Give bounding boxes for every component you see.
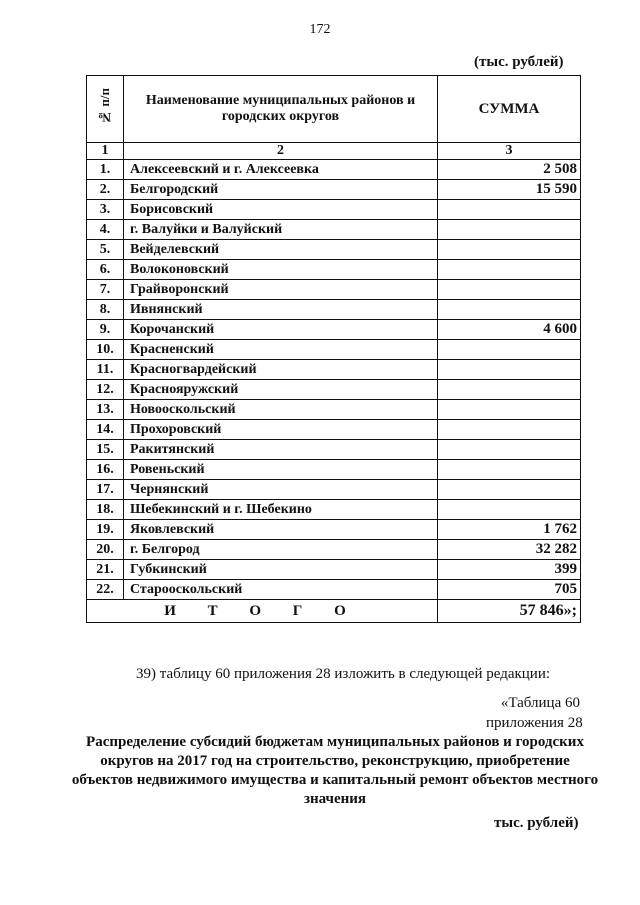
units-label-top: (тыс. рублей) — [474, 54, 564, 70]
header-sum: СУММА — [438, 76, 581, 143]
table-row — [87, 300, 581, 320]
row-number: 16. — [87, 460, 124, 480]
table-row — [87, 520, 581, 540]
row-value — [438, 260, 581, 280]
row-value — [438, 480, 581, 500]
row-name: Губкинский — [124, 560, 438, 580]
header-num — [87, 76, 124, 143]
total-label: И Т О Г О — [87, 600, 438, 623]
row-name: Ракитянский — [124, 440, 438, 460]
row-number: 2. — [87, 180, 124, 200]
col-index-3: 3 — [438, 143, 581, 160]
document-title: Распределение субсидий бюджетам муниципальных районов и городских округов на 2017 год на строительство, реконструкцию, приобретение объектов недвижимого имущества и капитальный ремонт объектов местного значения — [71, 734, 599, 807]
row-number: 7. — [87, 280, 124, 300]
table-row — [87, 240, 581, 260]
row-number: 22. — [87, 580, 124, 600]
row-value — [438, 240, 581, 260]
row-value — [438, 340, 581, 360]
row-number: 21. — [87, 560, 124, 580]
row-number: 13. — [87, 400, 124, 420]
row-number: 10. — [87, 340, 124, 360]
row-value: 399 — [438, 560, 581, 580]
row-value — [438, 460, 581, 480]
row-number: 11. — [87, 360, 124, 380]
header-num-label: № п/п — [97, 88, 112, 125]
table-row — [87, 480, 581, 500]
table-row — [87, 360, 581, 380]
table-row — [87, 280, 581, 300]
row-value — [438, 360, 581, 380]
row-number: 9. — [87, 320, 124, 340]
row-value — [438, 500, 581, 520]
table-row — [87, 580, 581, 600]
row-name: Волоконовский — [124, 260, 438, 280]
row-value: 1 762 — [438, 520, 581, 540]
row-value — [438, 380, 581, 400]
row-value — [438, 420, 581, 440]
row-value: 2 508 — [438, 160, 581, 180]
row-name: Грайворонский — [124, 280, 438, 300]
row-number: 20. — [87, 540, 124, 560]
table-row — [87, 460, 581, 480]
row-number: 17. — [87, 480, 124, 500]
row-number: 15. — [87, 440, 124, 460]
row-number: 18. — [87, 500, 124, 520]
table-row — [87, 260, 581, 280]
row-number: 14. — [87, 420, 124, 440]
row-number: 5. — [87, 240, 124, 260]
table-reference-line1: «Таблица 60 — [500, 695, 580, 711]
row-name: Белгородский — [124, 180, 438, 200]
subsidy-table — [86, 75, 581, 623]
row-name: Старооскольский — [124, 580, 438, 600]
row-value: 15 590 — [438, 180, 581, 200]
row-value — [438, 200, 581, 220]
table-row — [87, 340, 581, 360]
column-index-row — [87, 143, 581, 160]
table-row — [87, 180, 581, 200]
row-value — [438, 300, 581, 320]
table-row — [87, 540, 581, 560]
row-name: Ивнянский — [124, 300, 438, 320]
row-name: Вейделевский — [124, 240, 438, 260]
header-name: Наименование муниципальных районов и городских округов — [124, 76, 438, 143]
table-reference-line2: приложения 28 — [486, 715, 583, 731]
instruction-text: 39) таблицу 60 приложения 28 изложить в следующей редакции: — [136, 666, 551, 682]
row-name: Новооскольский — [124, 400, 438, 420]
col-index-1: 1 — [87, 143, 124, 160]
table-row — [87, 420, 581, 440]
table-header-row — [87, 76, 581, 143]
table-body — [87, 160, 581, 600]
row-value — [438, 280, 581, 300]
row-value — [438, 440, 581, 460]
table-row — [87, 400, 581, 420]
row-name: Красненский — [124, 340, 438, 360]
row-name: Алексеевский и г. Алексеевка — [124, 160, 438, 180]
row-value: 705 — [438, 580, 581, 600]
table-row — [87, 160, 581, 180]
total-row — [87, 600, 581, 623]
units-label-bottom: тыс. рублей) — [494, 815, 579, 831]
row-number: 4. — [87, 220, 124, 240]
table-row — [87, 220, 581, 240]
row-value: 32 282 — [438, 540, 581, 560]
row-name: Краснояружский — [124, 380, 438, 400]
row-name: Борисовский — [124, 200, 438, 220]
row-value — [438, 220, 581, 240]
row-number: 8. — [87, 300, 124, 320]
row-number: 12. — [87, 380, 124, 400]
row-value: 4 600 — [438, 320, 581, 340]
row-number: 6. — [87, 260, 124, 280]
row-name: Красногвардейский — [124, 360, 438, 380]
row-name: Ровеньский — [124, 460, 438, 480]
row-name: Корочанский — [124, 320, 438, 340]
row-name: г. Белгород — [124, 540, 438, 560]
table-row — [87, 560, 581, 580]
table-row — [87, 320, 581, 340]
row-number: 1. — [87, 160, 124, 180]
total-value: 57 846»; — [438, 600, 581, 623]
col-index-2: 2 — [124, 143, 438, 160]
table-reference — [486, 693, 583, 733]
table-row — [87, 380, 581, 400]
table-row — [87, 440, 581, 460]
row-name: Прохоровский — [124, 420, 438, 440]
row-number: 19. — [87, 520, 124, 540]
row-name: г. Валуйки и Валуйский — [124, 220, 438, 240]
row-name: Чернянский — [124, 480, 438, 500]
page-number: 172 — [309, 22, 331, 37]
table-row — [87, 500, 581, 520]
row-name: Яковлевский — [124, 520, 438, 540]
row-name: Шебекинский и г. Шебекино — [124, 500, 438, 520]
table-row — [87, 200, 581, 220]
row-number: 3. — [87, 200, 124, 220]
row-value — [438, 400, 581, 420]
